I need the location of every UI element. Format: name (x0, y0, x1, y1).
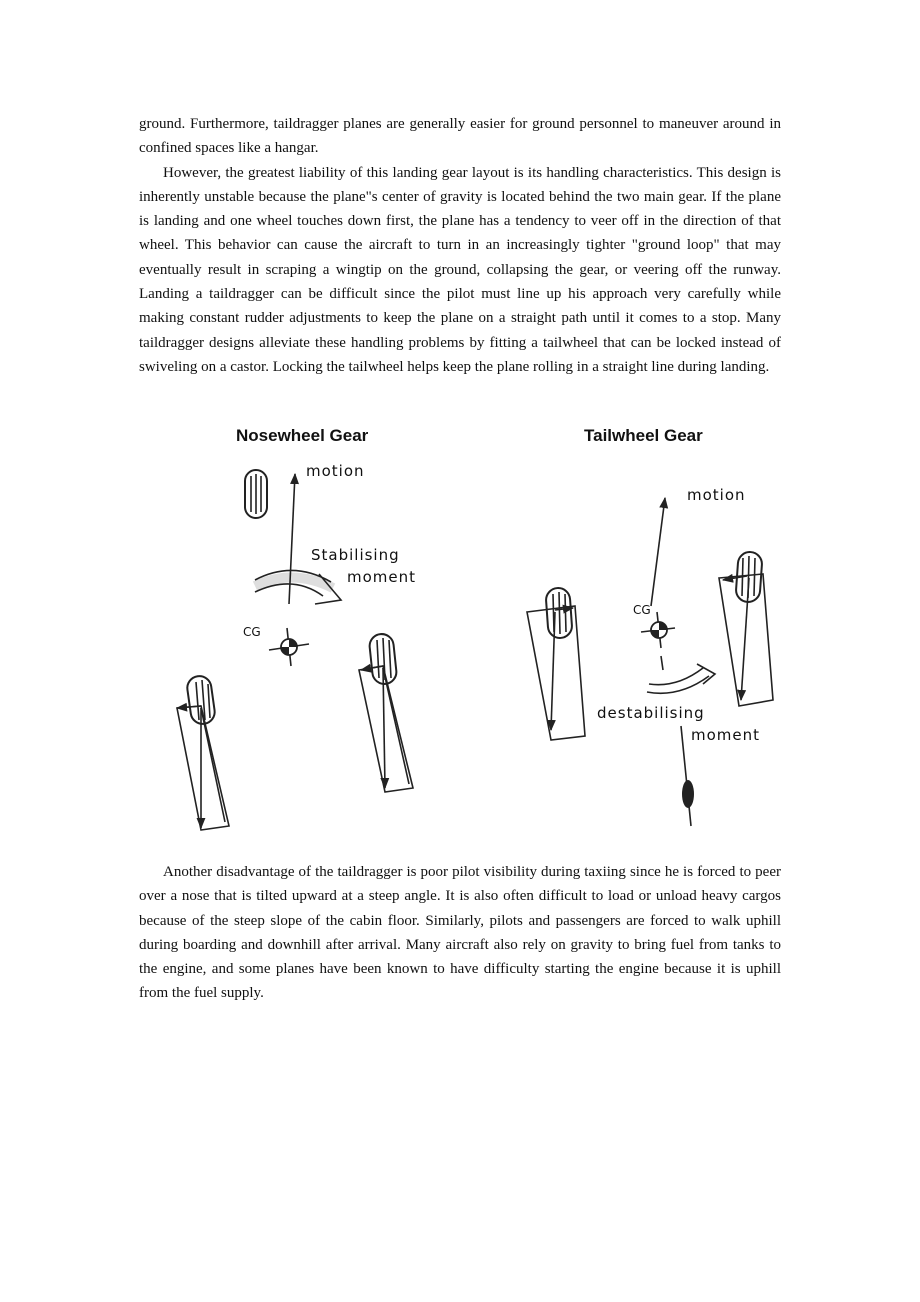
paragraph: Another disadvantage of the taildragger is poor pilot visibility during taxiing since he is forced to peer over a nose that is tilted upward at a steep angle. It is also often difficult to load or unload heavy cargos because of the steep slope of the cabin floor. Similarly, pilots and passengers are forced to walk uphill during boarding and downhill after arrival. Many aircraft also rely on gravity to bring fuel from tanks to the engine, and some planes have been known to have difficulty starting the engine because it is uphill from the fuel supply. (139, 864, 781, 1002)
moment-label: moment (347, 568, 417, 586)
tail-axis-line (681, 726, 691, 826)
text-block-bottom (139, 860, 781, 1006)
nose-wheel (245, 470, 267, 518)
stabilising-label: Stabilising (311, 546, 400, 564)
motion-arrow (651, 498, 665, 606)
paragraph: However, the greatest liability of this landing gear layout is its handling characteristics. This design is inherently unstable because the plane"s center of gravity is located behind the two main gear. If the plane is landing and one wheel touches down first, the plane has a tendency to veer off in the direction of that wheel. This behavior can cause the aircraft to turn in an increasingly tighter "ground loop" that may eventually result in scraping a wingtip on the ground, collapsing the gear, or veering off the runway. Landing a taildragger can be difficult since the pilot must line up his approach very carefully while making constant rudder adjustments to keep the plane on a straight path until it comes to a stop. Many taildragger designs alleviate these handling problems by fitting a tailwheel that can be locked instead of swiveling on a castor. Locking the tailwheel helps keep the plane rolling in a straight line during landing. (139, 164, 781, 375)
landing-gear-diagram (163, 408, 799, 848)
tailwheel-panel (527, 426, 773, 826)
moment-label: moment (691, 726, 761, 744)
left-main-wheel (545, 587, 572, 639)
motion-label: motion (306, 462, 365, 480)
cg-symbol (269, 628, 309, 666)
cg-symbol (641, 612, 675, 648)
cg-label: CG (243, 625, 261, 639)
text-block-top (139, 112, 781, 379)
paragraph: ground. Furthermore, taildragger planes are generally easier for ground personnel to maneuver around in confined spaces like a hangar. (139, 116, 781, 157)
tail-wheel (682, 780, 694, 808)
nosewheel-title: Nosewheel Gear (236, 426, 369, 445)
motion-label: motion (687, 486, 746, 504)
cg-label: CG (633, 603, 651, 617)
nosewheel-panel (177, 426, 416, 830)
landing-gear-figure (163, 408, 799, 848)
tailwheel-title: Tailwheel Gear (584, 426, 703, 445)
destabilising-label: destabilising (597, 704, 705, 722)
